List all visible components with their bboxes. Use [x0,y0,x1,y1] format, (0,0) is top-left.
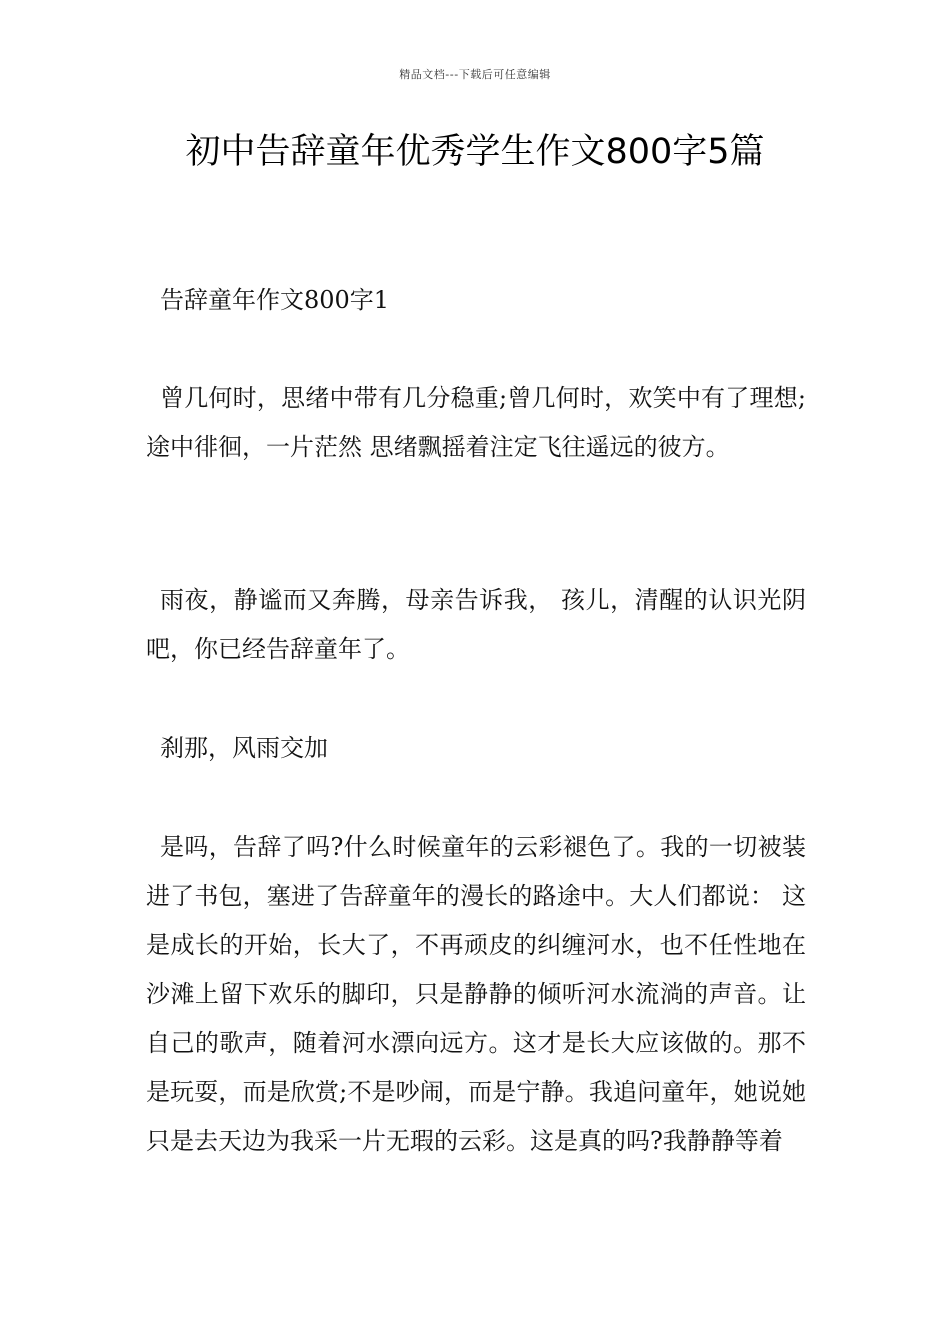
paragraph: 刹那，风雨交加 [160,734,328,762]
paragraph: 曾几何时，思绪中带有几分稳重;曾几何时，欢笑中有了理想;途中徘徊，一片茫然 思绪飘摇着注定飞往遥远的彼方。 [146,384,806,461]
document-title: 初中告辞童年优秀学生作文800字5篇 [185,132,765,172]
paragraph: 是吗，告辞了吗?什么时候童年的云彩褪色了。我的一切被装进了书包，塞进了告辞童年的漫长的路途中。大人们都说： 这是成长的开始，长大了，不再顽皮的纠缠河水，也不任性地在沙滩上留下欢乐的脚印，只是静静的倾听河水流淌的声音。让自己的歌声，随着河水漂向远方。这才是长大应该做的。那不是玩耍，而是欣赏;不是吵闹，而是宁静。我追问童年，她说她只是去天边为我采一片无瑕的云彩。这是真的吗?我静静等着 [146,833,806,1155]
header-note: 精品文档---下载后可任意编辑 [399,68,551,81]
section-heading: 告辞童年作文800字1 [160,286,390,314]
paragraph: 雨夜，静谧而又奔腾，母亲告诉我， 孩儿，清醒的认识光阴吧，你已经告辞童年了。 [146,586,806,663]
